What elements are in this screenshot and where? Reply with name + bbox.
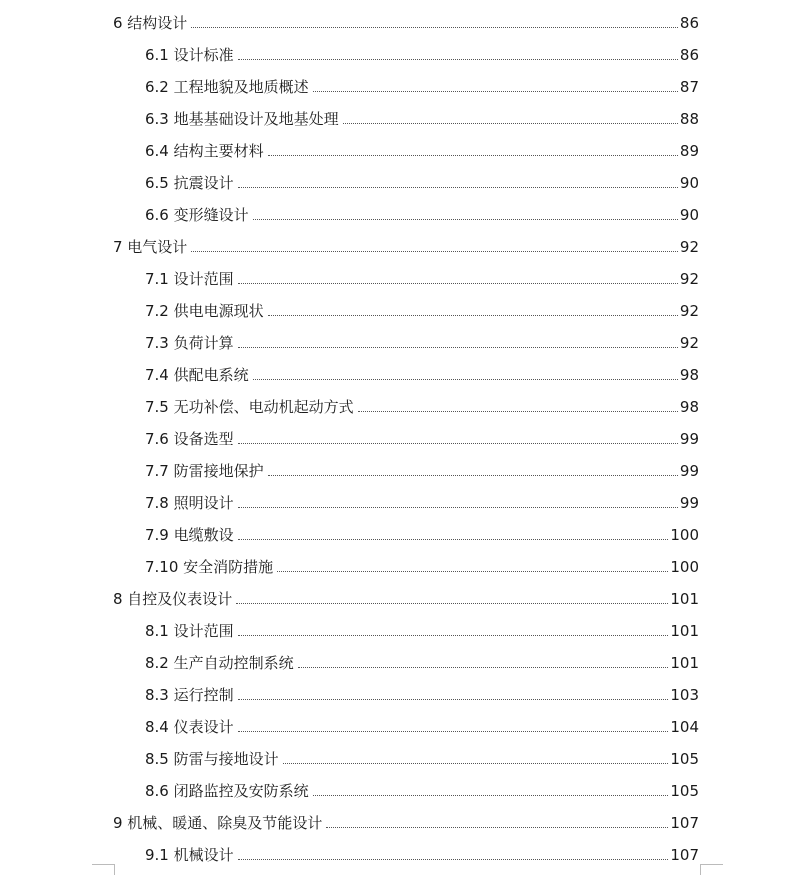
toc-entry-title: 6 结构设计 (113, 14, 188, 32)
toc-page-number: 90 (679, 206, 699, 224)
toc-page-number: 104 (670, 718, 699, 736)
toc-dot-leader (298, 666, 669, 668)
toc-section-entry[interactable] (145, 544, 699, 576)
toc-entry-title: 6.5 抗震设计 (145, 174, 234, 192)
toc-entry-title: 9.1 机械设计 (145, 846, 234, 864)
toc-dot-leader (238, 698, 669, 700)
toc-entry-title: 7.5 无功补偿、电动机起动方式 (145, 398, 354, 416)
toc-entry-title: 6.3 地基基础设计及地基处理 (145, 110, 339, 128)
toc-page-number: 88 (679, 110, 699, 128)
toc-page-number: 103 (670, 686, 699, 704)
toc-page-number: 98 (679, 366, 699, 384)
toc-entry-title: 7.6 设备选型 (145, 430, 234, 448)
toc-entry-title: 8.1 设计范围 (145, 622, 234, 640)
toc-entry-title: 8.2 生产自动控制系统 (145, 654, 294, 672)
toc-chapter-entry[interactable] (113, 576, 699, 608)
toc-section-entry[interactable] (145, 352, 699, 384)
toc-page-number: 99 (679, 430, 699, 448)
toc-section-entry[interactable] (145, 288, 699, 320)
toc-dot-leader (191, 250, 678, 252)
toc-dot-leader (236, 602, 668, 604)
toc-section-entry[interactable] (145, 832, 699, 864)
toc-entry-title: 7.1 设计范围 (145, 270, 234, 288)
toc-dot-leader (238, 858, 669, 860)
toc-page-number: 105 (670, 750, 699, 768)
toc-page-number: 92 (679, 238, 699, 256)
toc-page-number: 101 (670, 622, 699, 640)
toc-dot-leader (268, 474, 678, 476)
toc-page-number: 100 (670, 526, 699, 544)
toc-section-entry[interactable] (145, 256, 699, 288)
page-corner-mark-left (92, 864, 115, 875)
toc-entry-title: 8.3 运行控制 (145, 686, 234, 704)
toc-entry-title: 8.6 闭路监控及安防系统 (145, 782, 309, 800)
toc-section-entry[interactable] (145, 704, 699, 736)
toc-page-number: 100 (670, 558, 699, 576)
toc-section-entry[interactable] (145, 384, 699, 416)
toc-dot-leader (238, 442, 678, 444)
toc-section-entry[interactable] (145, 32, 699, 64)
toc-entry-title: 8 自控及仪表设计 (113, 590, 233, 608)
toc-entry-title: 7 电气设计 (113, 238, 188, 256)
toc-section-entry[interactable] (145, 160, 699, 192)
toc-section-entry[interactable] (145, 480, 699, 512)
toc-dot-leader (238, 538, 669, 540)
toc-section-entry[interactable] (145, 512, 699, 544)
toc-page-number: 101 (670, 654, 699, 672)
toc-entry-title: 7.7 防雷接地保护 (145, 462, 264, 480)
toc-dot-leader (268, 154, 678, 156)
page-corner-mark-right (700, 864, 723, 875)
toc-page-number: 86 (679, 14, 699, 32)
toc-dot-leader (313, 794, 669, 796)
toc-entry-title: 6.1 设计标准 (145, 46, 234, 64)
toc-dot-leader (238, 282, 678, 284)
toc-entry-title: 6.6 变形缝设计 (145, 206, 249, 224)
toc-chapter-entry[interactable] (113, 224, 699, 256)
toc-section-entry[interactable] (145, 608, 699, 640)
toc-section-entry[interactable] (145, 192, 699, 224)
toc-page-number: 87 (679, 78, 699, 96)
toc-entry-title: 6.2 工程地貌及地质概述 (145, 78, 309, 96)
toc-entry-title: 7.8 照明设计 (145, 494, 234, 512)
toc-section-entry[interactable] (145, 768, 699, 800)
toc-dot-leader (358, 410, 678, 412)
toc-section-entry[interactable] (145, 672, 699, 704)
toc-section-entry[interactable] (145, 736, 699, 768)
toc-dot-leader (253, 218, 678, 220)
toc-dot-leader (268, 314, 678, 316)
toc-dot-leader (343, 122, 678, 124)
toc-entry-title: 7.2 供电电源现状 (145, 302, 264, 320)
toc-page-number: 98 (679, 398, 699, 416)
toc-dot-leader (238, 58, 678, 60)
toc-dot-leader (238, 730, 669, 732)
toc-page-number: 90 (679, 174, 699, 192)
toc-page-number: 86 (679, 46, 699, 64)
toc-dot-leader (313, 90, 678, 92)
toc-dot-leader (238, 346, 678, 348)
toc-page-number: 92 (679, 270, 699, 288)
toc-entry-title: 8.4 仪表设计 (145, 718, 234, 736)
toc-entry-title: 7.4 供配电系统 (145, 366, 249, 384)
toc-entry-title: 8.5 防雷与接地设计 (145, 750, 279, 768)
toc-page-number: 89 (679, 142, 699, 160)
toc-page-number: 101 (670, 590, 699, 608)
toc-dot-leader (253, 378, 678, 380)
toc-entry-title: 9 机械、暖通、除臭及节能设计 (113, 814, 323, 832)
toc-page-number: 107 (670, 846, 699, 864)
toc-page-number: 99 (679, 462, 699, 480)
toc-dot-leader (191, 26, 678, 28)
toc-page-number: 105 (670, 782, 699, 800)
toc-entry-title: 7.3 负荷计算 (145, 334, 234, 352)
toc-section-entry[interactable] (145, 96, 699, 128)
toc-page-number: 99 (679, 494, 699, 512)
toc-entry-title: 7.10 安全消防措施 (145, 558, 274, 576)
toc-dot-leader (238, 186, 678, 188)
toc-section-entry[interactable] (145, 64, 699, 96)
toc-page-number: 107 (670, 814, 699, 832)
toc-dot-leader (277, 570, 668, 572)
toc-page-number: 92 (679, 302, 699, 320)
toc-entry-title: 6.4 结构主要材料 (145, 142, 264, 160)
toc-dot-leader (326, 826, 668, 828)
toc-chapter-entry[interactable] (113, 0, 699, 32)
toc-section-entry[interactable] (145, 320, 699, 352)
toc-dot-leader (238, 634, 669, 636)
toc-dot-leader (238, 506, 678, 508)
toc-dot-leader (283, 762, 669, 764)
toc-section-entry[interactable] (145, 128, 699, 160)
toc-page-number: 92 (679, 334, 699, 352)
toc-section-entry[interactable] (145, 640, 699, 672)
toc-chapter-entry[interactable] (113, 800, 699, 832)
toc-section-entry[interactable] (145, 448, 699, 480)
toc-section-entry[interactable] (145, 416, 699, 448)
toc-entry-title: 7.9 电缆敷设 (145, 526, 234, 544)
